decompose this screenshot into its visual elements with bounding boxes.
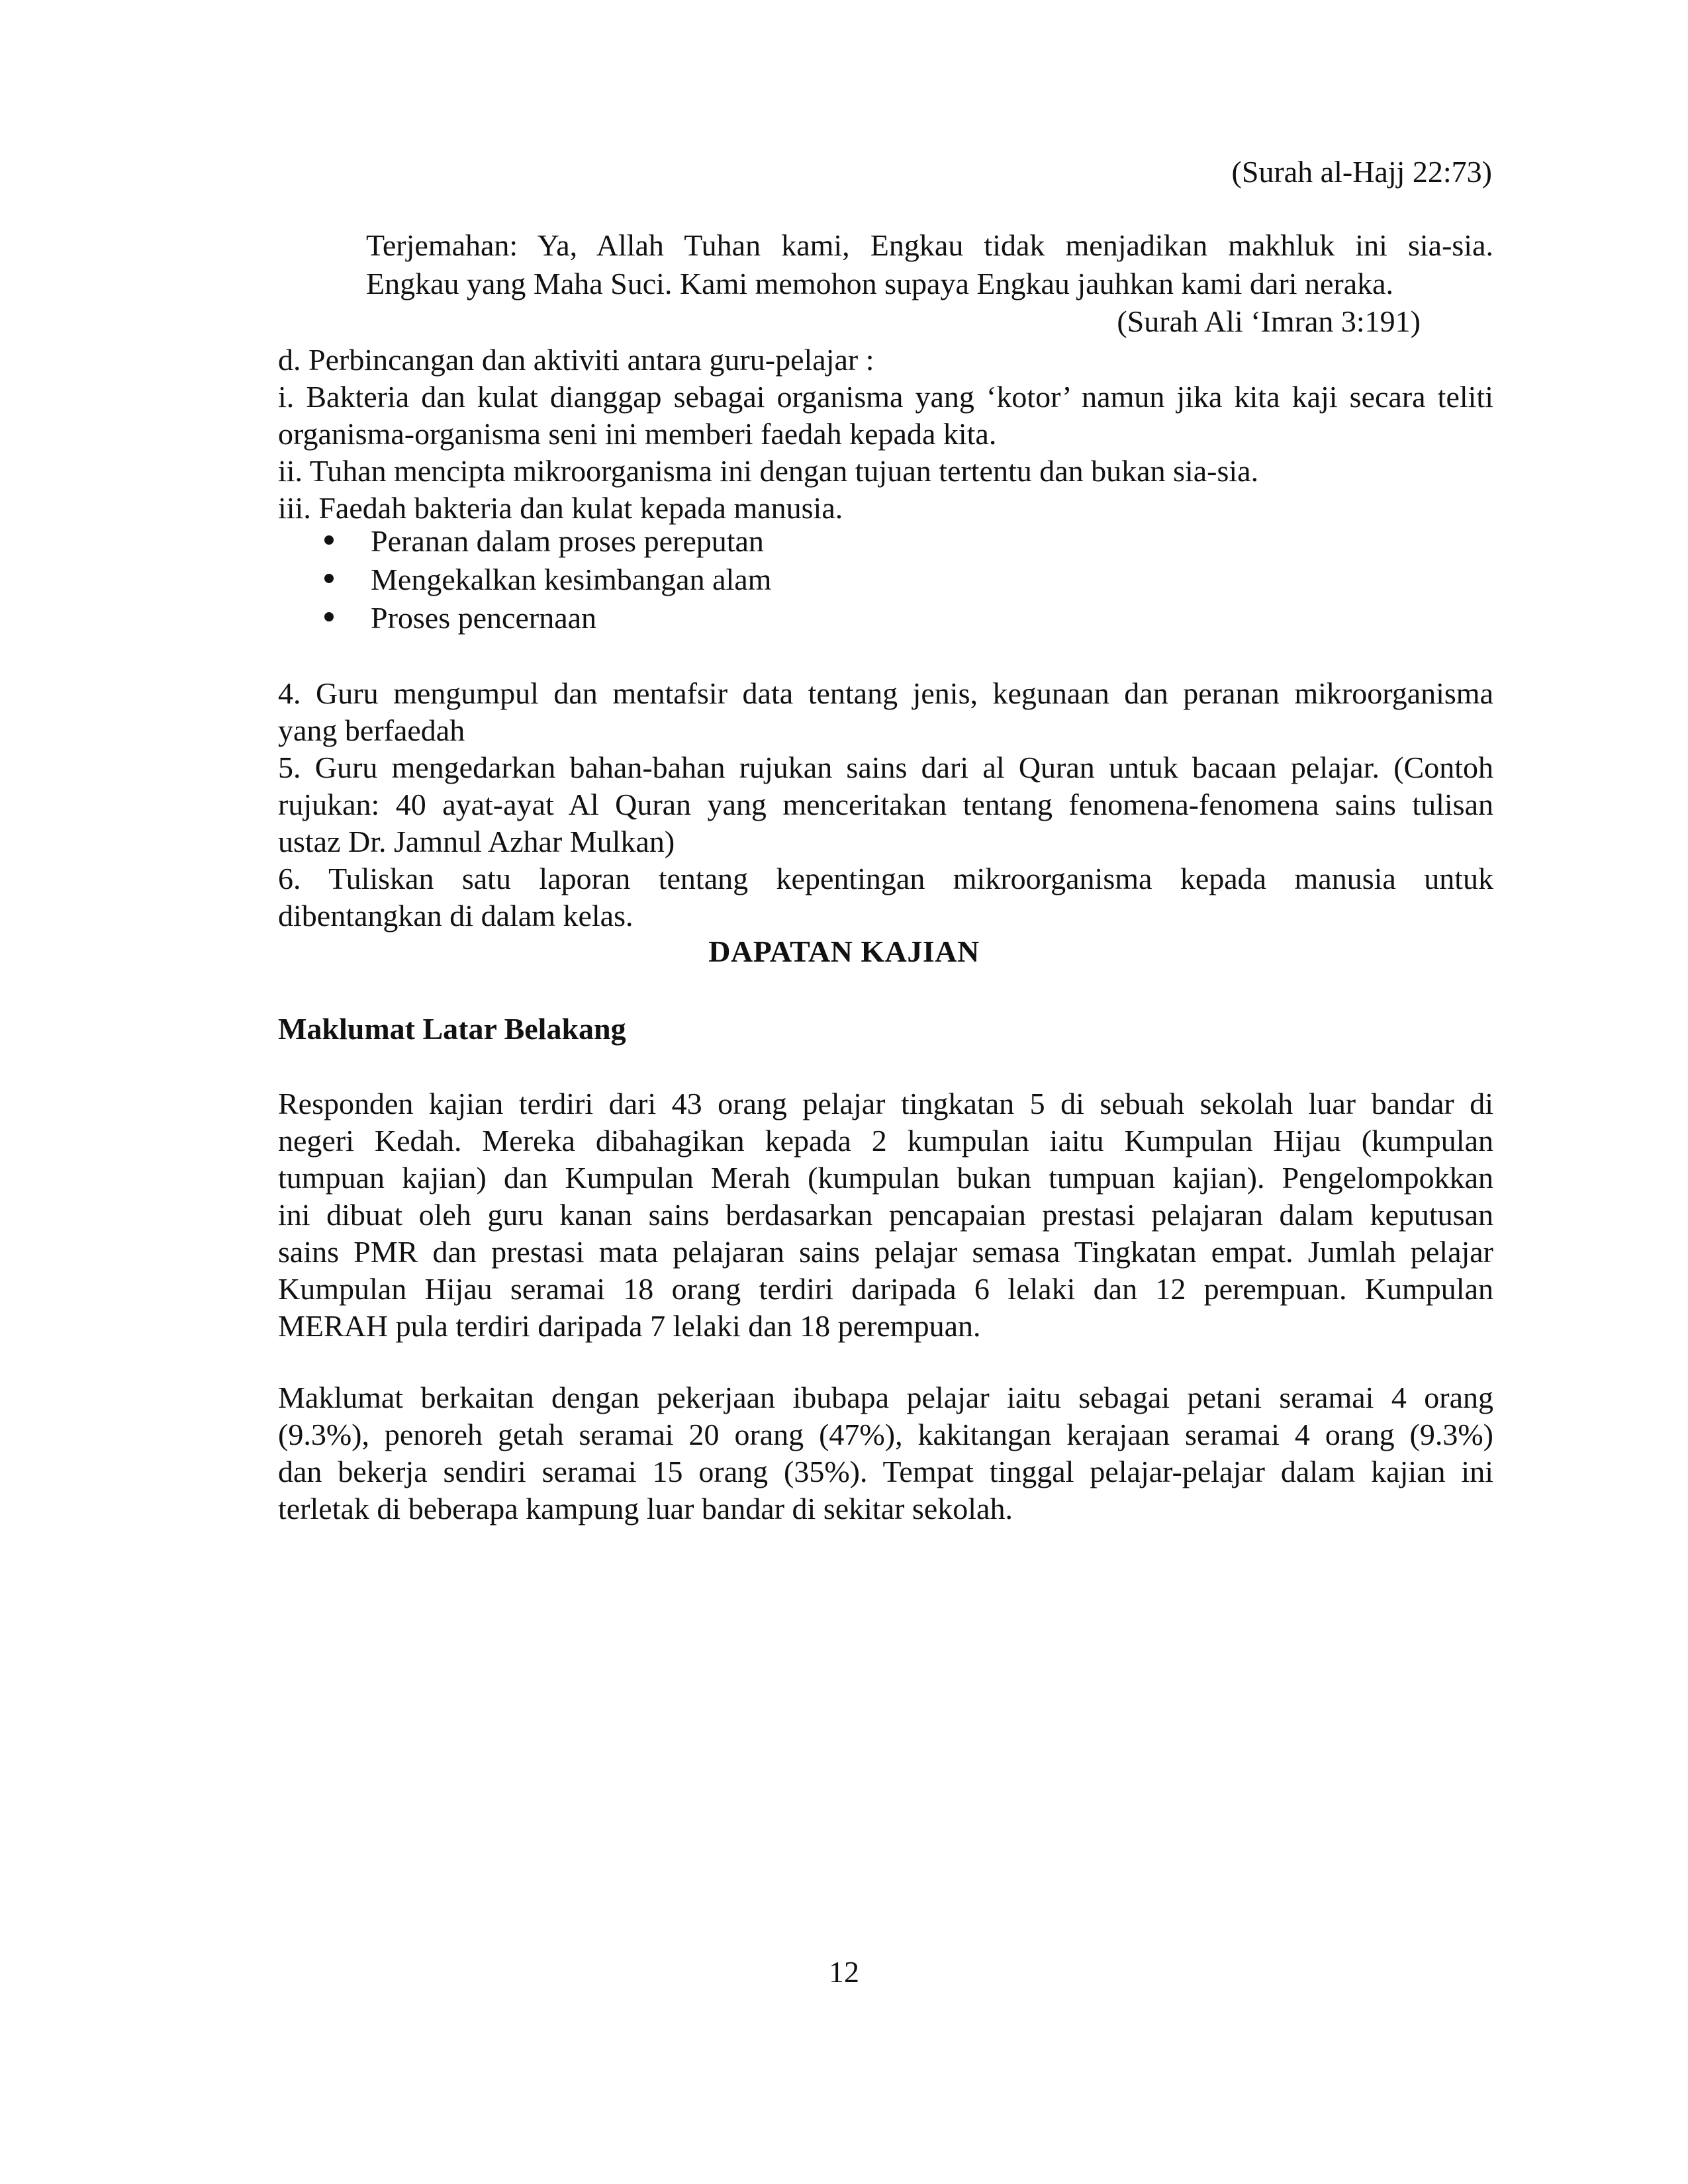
step-5-line-3: ustaz Dr. Jamnul Azhar Mulkan) (278, 825, 675, 858)
bullet-text: Proses pencernaan (371, 601, 597, 635)
discussion-item-ii: ii. Tuhan mencipta mikroorganisma ini dengan tujuan tertentu dan bukan sia-sia. (278, 454, 1259, 488)
discussion-item-i-line-1: i. Bakteria dan kulat dianggap sebagai organisma yang ‘kotor’ namun jika kita kaji secara teliti (278, 380, 1493, 414)
discussion-section (278, 341, 1493, 527)
paragraph-line: Responden kajian terdiri dari 43 orang pelajar tingkatan 5 di sebuah sekolah luar bandar di (278, 1087, 1493, 1120)
paragraph-line: ini dibuat oleh guru kanan sains berdasarkan pencapaian prestasi pelajaran dalam keputusan (278, 1198, 1493, 1232)
citation-hajj: (Surah al-Hajj 22:73) (1231, 155, 1492, 189)
subsection-heading-wrap (278, 1011, 1493, 1048)
bullet-icon (324, 535, 334, 545)
paragraph-parents-occupation (278, 1379, 1493, 1527)
discussion-item-iii: iii. Faedah bakteria dan kulat kepada manusia. (278, 491, 843, 525)
step-5-line-1: 5. Guru mengedarkan bahan-bahan rujukan sains dari al Quran untuk bacaan pelajar. (Contoh (278, 751, 1493, 784)
paragraph-line: terletak di beberapa kampung luar bandar di sekitar sekolah. (278, 1492, 1013, 1525)
citation-ali-imran: (Surah Ali ‘Imran 3:191) (1117, 304, 1421, 338)
paragraph-line: sains PMR dan prestasi mata pelajaran sains pelajar semasa Tingkatan empat. Jumlah pelajar (278, 1235, 1493, 1269)
paragraph-line: Maklumat berkaitan dengan pekerjaan ibubapa pelajar iaitu sebagai petani seramai 4 orang (278, 1381, 1493, 1414)
bullet-item (324, 561, 771, 600)
benefits-bullet-list (324, 523, 771, 638)
translation-line-1: Terjemahan: Ya, Allah Tuhan kami, Engkau tidak menjadikan makhluk ini sia-sia. (366, 228, 1493, 262)
bullet-icon (324, 574, 334, 583)
bullet-text: Mengekalkan kesimbangan alam (371, 563, 772, 596)
step-4-line-2: yang berfaedah (278, 713, 465, 747)
subsection-title: Maklumat Latar Belakang (278, 1012, 626, 1046)
discussion-item-i-line-2: organisma-organisma seni ini memberi faedah kepada kita. (278, 417, 997, 451)
translation-block (366, 227, 1493, 302)
step-6-line-2: dibentangkan di dalam kelas. (278, 899, 633, 933)
section-title: DAPATAN KAJIAN (708, 934, 980, 968)
bullet-item (324, 523, 771, 561)
steps-section (278, 675, 1493, 934)
paragraph-respondents (278, 1085, 1493, 1345)
paragraph-line: dan bekerja sendiri seramai 15 orang (35%). Tempat tinggal pelajar-pelajar dalam kajian ini (278, 1455, 1493, 1488)
translation-line-2: Engkau yang Maha Suci. Kami memohon supaya Engkau jauhkan kami dari neraka. (366, 267, 1394, 300)
paragraph-line: (9.3%), penoreh getah seramai 20 orang (47%), kakitangan kerajaan seramai 4 orang (9.3%) (278, 1418, 1493, 1451)
step-5-line-2: rujukan: 40 ayat-ayat Al Quran yang menceritakan tentang fenomena-fenomena sains tulisan (278, 788, 1493, 821)
step-6-line-1: 6. Tuliskan satu laporan tentang kepentingan mikroorganisma kepada manusia untuk (278, 862, 1493, 895)
paragraph-line: tumpuan kajian) dan Kumpulan Merah (kumpulan bukan tumpuan kajian). Pengelompokkan (278, 1161, 1493, 1195)
bullet-text: Peranan dalam proses pereputan (371, 524, 764, 558)
paragraph-line: MERAH pula terdiri daripada 7 lelaki dan 18 perempuan. (278, 1309, 981, 1343)
bullet-icon (324, 612, 334, 621)
paragraph-line: negeri Kedah. Mereka dibahagikan kepada 2 kumpulan iaitu Kumpulan Hijau (kumpulan (278, 1124, 1493, 1158)
step-4-line-1: 4. Guru mengumpul dan mentafsir data tentang jenis, kegunaan dan peranan mikroorganisma (278, 676, 1493, 710)
bullet-item (324, 600, 771, 638)
paragraph-line: Kumpulan Hijau seramai 18 orang terdiri daripada 6 lelaki dan 12 perempuan. Kumpulan (278, 1272, 1493, 1306)
page-number: 12 (829, 1955, 859, 1989)
discussion-heading: d. Perbincangan dan aktiviti antara guru-pelajar : (278, 343, 874, 377)
